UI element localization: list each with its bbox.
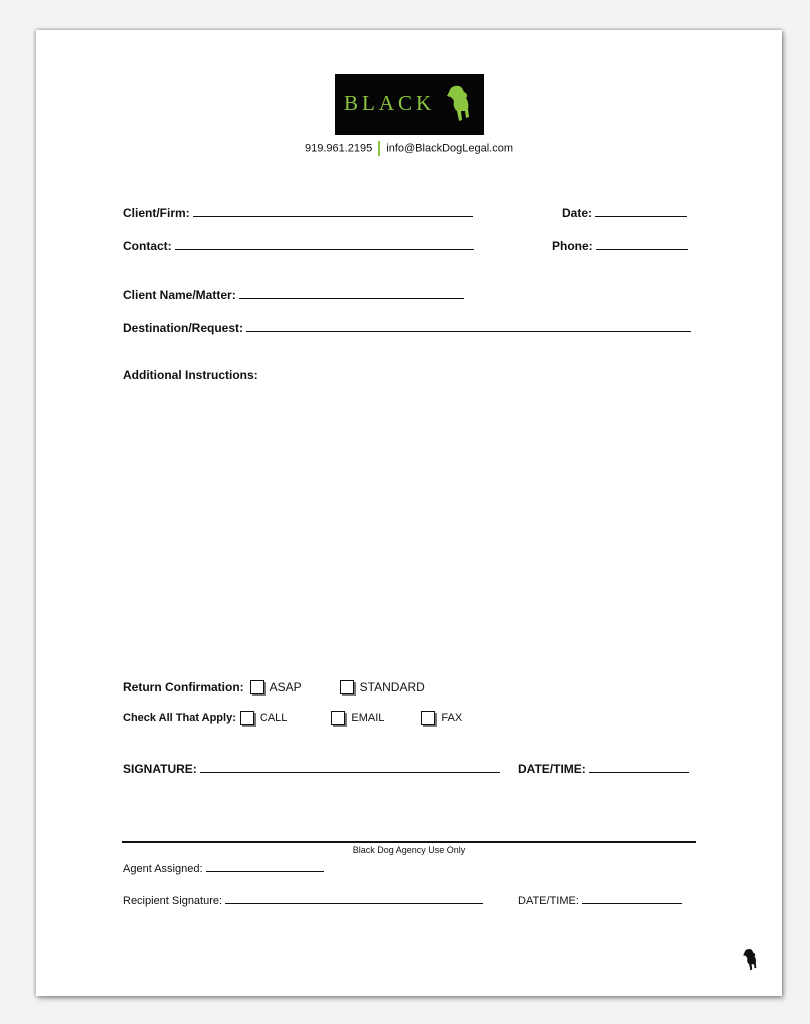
fax-checkbox[interactable] (421, 711, 435, 725)
datetime-label: DATE/TIME: (518, 762, 586, 776)
datetime-row (518, 760, 689, 776)
standard-label: STANDARD (359, 679, 425, 694)
return-confirmation-label: Return Confirmation: (123, 679, 244, 694)
company-logo (335, 74, 484, 135)
logo-text: BLACK (344, 91, 436, 115)
agency-datetime-row (518, 891, 682, 907)
signature-label: SIGNATURE: (123, 762, 197, 776)
client-firm-label: Client/Firm: (123, 206, 190, 220)
standard-checkbox[interactable] (340, 680, 354, 694)
email-checkbox[interactable] (331, 711, 345, 725)
form-page (36, 30, 782, 996)
phone-field[interactable] (596, 237, 688, 250)
contact-label: Contact: (123, 239, 172, 253)
agency-use-only-note: Black Dog Agency Use Only (352, 845, 466, 855)
phone-number: 919.961.2195 (304, 142, 373, 155)
date-label: Date: (562, 206, 593, 220)
phone-label: Phone: (552, 239, 593, 253)
additional-instructions-row (123, 368, 258, 382)
asap-checkbox[interactable] (250, 680, 264, 694)
destination-request-field[interactable] (246, 319, 691, 332)
additional-instructions-label: Additional Instructions: (123, 368, 258, 382)
date-field[interactable] (595, 204, 687, 217)
recipient-signature-field[interactable] (225, 891, 483, 904)
dog-silhouette-icon (742, 948, 760, 972)
return-confirmation-row (123, 679, 425, 694)
agent-assigned-field[interactable] (206, 859, 324, 872)
phone-row (552, 237, 688, 253)
call-checkbox[interactable] (240, 711, 254, 725)
call-label: CALL (259, 712, 288, 724)
client-name-matter-field[interactable] (239, 286, 464, 299)
recipient-signature-row (123, 891, 483, 907)
signature-field[interactable] (200, 760, 500, 773)
client-name-matter-label: Client Name/Matter: (123, 288, 236, 302)
destination-request-row (123, 319, 691, 335)
datetime-field[interactable] (589, 760, 689, 773)
asap-label: ASAP (269, 679, 302, 694)
email-address: info@BlackDogLegal.com (386, 142, 514, 155)
destination-request-label: Destination/Request: (123, 321, 244, 335)
contact-row (123, 237, 474, 253)
agency-datetime-field[interactable] (582, 891, 682, 904)
agency-datetime-label: DATE/TIME: (518, 895, 579, 907)
client-firm-row (123, 204, 473, 220)
recipient-signature-label: Recipient Signature: (123, 895, 223, 907)
client-firm-field[interactable] (193, 204, 473, 217)
fax-label: FAX (441, 712, 463, 724)
check-all-label: Check All That Apply: (123, 712, 236, 724)
date-row (562, 204, 687, 220)
client-name-matter-row (123, 286, 464, 302)
signature-row (123, 760, 500, 776)
check-all-row (123, 711, 462, 725)
email-label: EMAIL (351, 712, 385, 724)
agent-assigned-row (123, 859, 324, 875)
agency-divider (122, 841, 696, 843)
additional-instructions-area[interactable] (123, 388, 695, 658)
dog-silhouette-icon (445, 84, 475, 124)
contact-line (36, 141, 782, 156)
separator (378, 141, 380, 156)
agent-assigned-label: Agent Assigned: (123, 863, 203, 875)
contact-field[interactable] (175, 237, 474, 250)
